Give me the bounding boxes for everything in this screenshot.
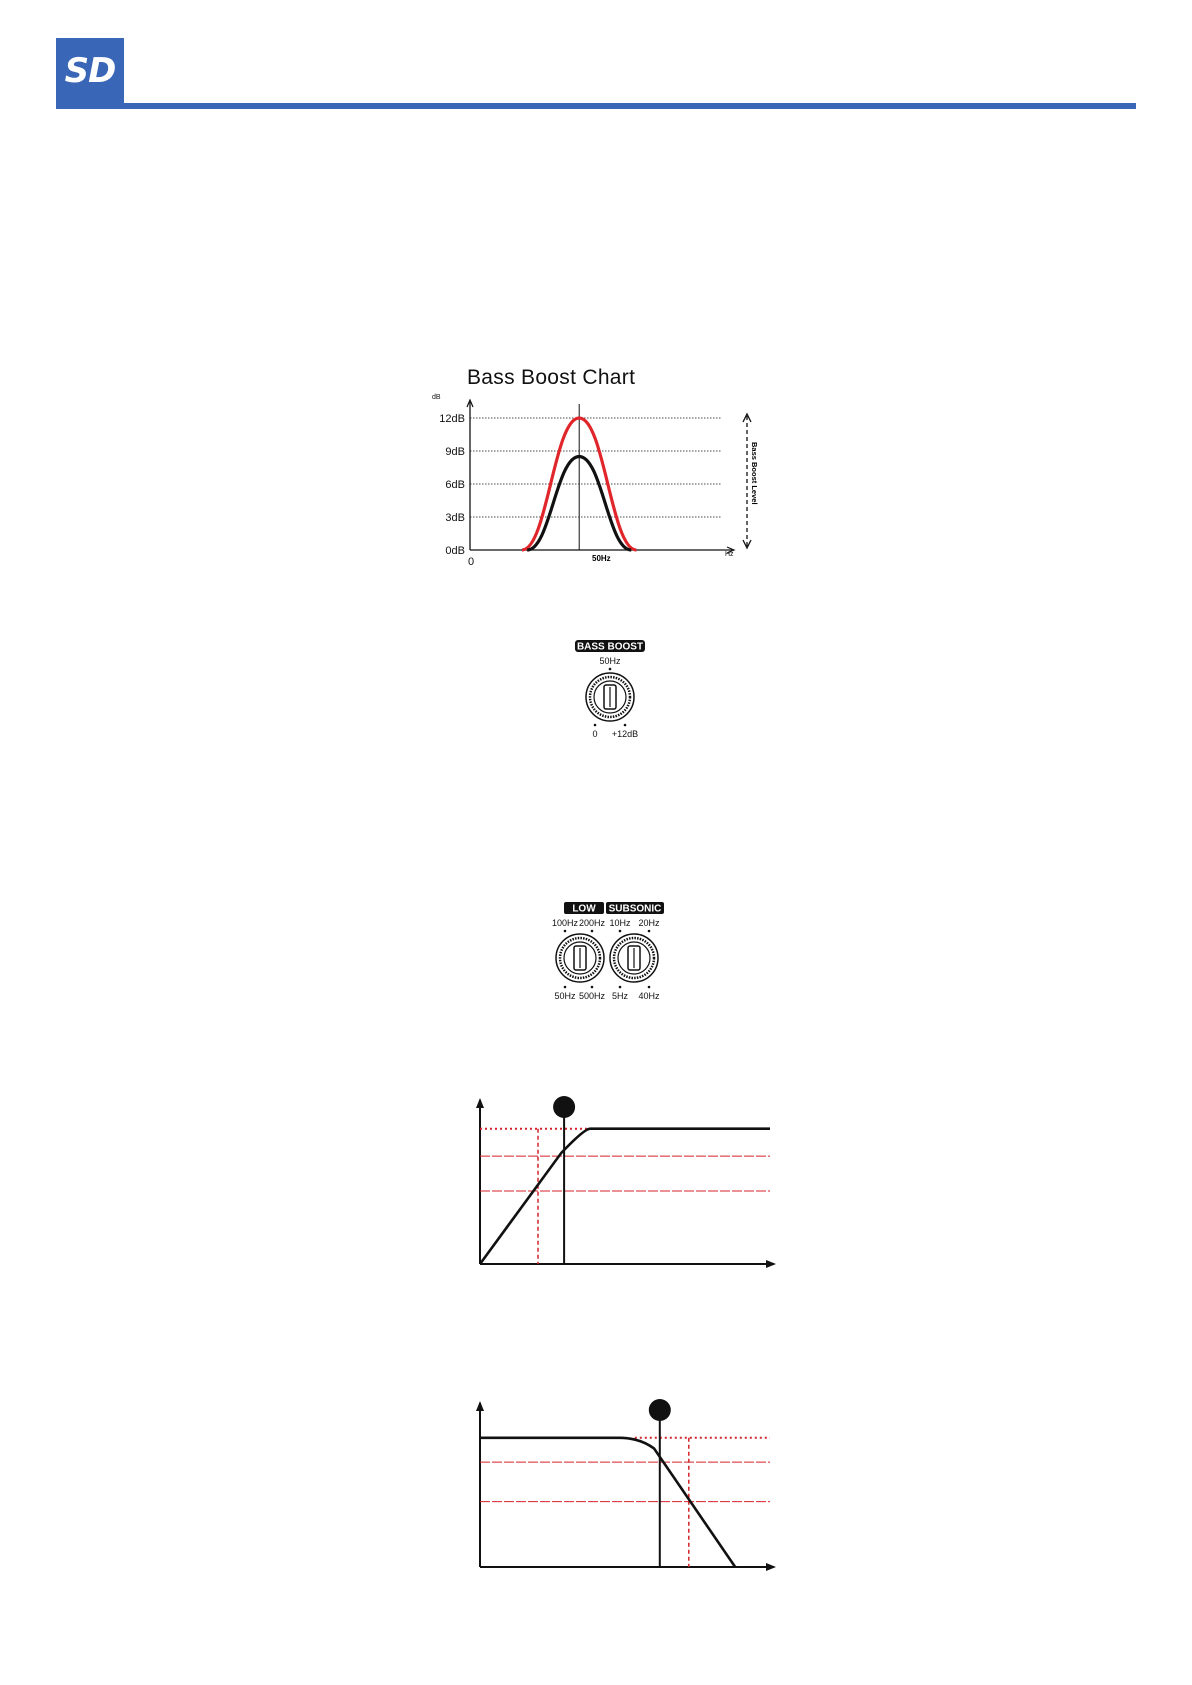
- bass-boost-title: BASS BOOST: [576, 641, 644, 653]
- brand-logo-text: SD: [64, 51, 116, 91]
- y-tick-label: 0dB: [445, 545, 465, 557]
- y-tick-label: 6dB: [445, 479, 465, 491]
- x-axis-unit-label: Hz: [725, 551, 734, 558]
- y-tick-label: 3dB: [445, 512, 465, 524]
- response-curve: [480, 1129, 770, 1264]
- low-knob[interactable]: [556, 934, 604, 982]
- y-axis-arrow: [476, 1401, 484, 1411]
- subsonic-bottom-right-label: 40Hz: [638, 991, 660, 1001]
- subsonic-knob[interactable]: [610, 934, 658, 982]
- bass-boost-min-label: 0: [592, 729, 598, 739]
- x-axis-arrow: [766, 1260, 776, 1268]
- low-top-left-label: 100Hz: [551, 918, 579, 928]
- low-control-title: LOW: [572, 903, 596, 915]
- subsonic-top-left-label: 10Hz: [609, 918, 631, 928]
- y-axis-arrow: [476, 1098, 484, 1108]
- crossover-controls: [548, 902, 673, 1010]
- x-origin-label: 0: [468, 556, 475, 568]
- bass-boost-top-label: 50Hz: [599, 656, 621, 666]
- high-pass-response-diagram: [470, 1092, 780, 1282]
- subsonic-top-right-label: 20Hz: [638, 918, 660, 928]
- subsonic-control-title: SUBSONIC: [608, 903, 662, 915]
- center-frequency-label: 50Hz: [592, 554, 611, 563]
- bass-boost-knob[interactable]: [586, 673, 634, 721]
- y-axis-unit-label: dB: [432, 394, 441, 401]
- brand-logo: [56, 38, 124, 104]
- response-curve: [480, 1438, 735, 1567]
- boost-level-axis-label: Bass Boost Level: [750, 442, 759, 505]
- low-bottom-left-label: 50Hz: [554, 991, 576, 1001]
- cutoff-marker-dot: [553, 1096, 575, 1118]
- bass-boost-control: [560, 640, 660, 750]
- bass-boost-chart: [420, 390, 760, 570]
- low-bottom-right-label: 500Hz: [578, 991, 606, 1001]
- low-top-right-label: 200Hz: [578, 918, 606, 928]
- cutoff-marker-dot: [649, 1399, 671, 1421]
- y-tick-label: 12dB: [439, 413, 465, 425]
- bass-boost-max-label: +12dB: [611, 729, 639, 739]
- chart-title: Bass Boost Chart: [467, 366, 636, 389]
- subsonic-bottom-left-label: 5Hz: [611, 991, 629, 1001]
- x-axis-arrow: [766, 1563, 776, 1571]
- y-tick-label: 9dB: [445, 446, 465, 458]
- low-pass-response-diagram: [470, 1395, 780, 1585]
- header-divider: [56, 103, 1136, 109]
